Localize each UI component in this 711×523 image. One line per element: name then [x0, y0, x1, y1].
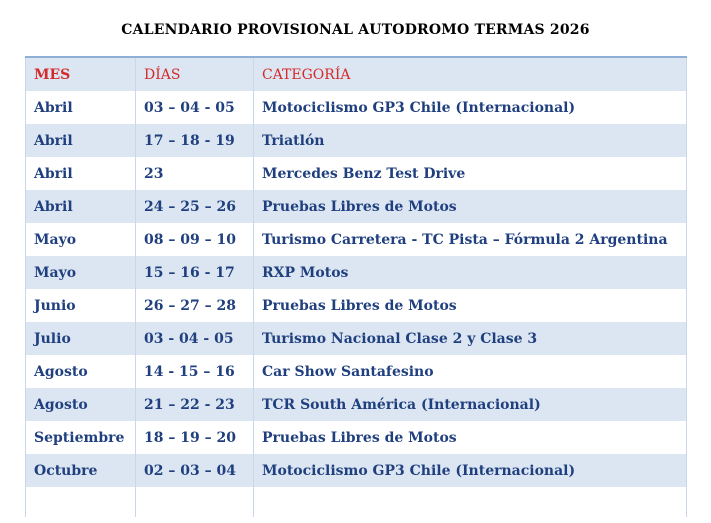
empty-cell [136, 487, 254, 517]
table-row [26, 454, 687, 487]
cell-mes: Junio [26, 289, 136, 322]
cell-categoria: TCR South América (Internacional) [254, 388, 687, 421]
cell-dias: 03 - 04 - 05 [136, 322, 254, 355]
cell-categoria: Turismo Carretera - TC Pista – Fórmula 2 Argentina [254, 223, 687, 256]
table-row [26, 157, 687, 190]
cell-dias: 24 – 25 – 26 [136, 190, 254, 223]
cell-dias: 26 – 27 – 28 [136, 289, 254, 322]
cell-mes: Agosto [26, 388, 136, 421]
table-header-row [26, 57, 687, 91]
cell-categoria: RXP Motos [254, 256, 687, 289]
empty-cell [26, 487, 136, 517]
cell-mes: Septiembre [26, 421, 136, 454]
table-row [26, 289, 687, 322]
cell-mes: Octubre [26, 454, 136, 487]
header-dias: DÍAS [136, 57, 254, 91]
cell-dias: 15 – 16 - 17 [136, 256, 254, 289]
cell-dias: 21 – 22 - 23 [136, 388, 254, 421]
cell-categoria: Motociclismo GP3 Chile (Internacional) [254, 454, 687, 487]
table-row [26, 322, 687, 355]
table-row [26, 388, 687, 421]
cell-mes: Abril [26, 91, 136, 124]
cell-categoria: Motociclismo GP3 Chile (Internacional) [254, 91, 687, 124]
table-row [26, 124, 687, 157]
cell-categoria: Turismo Nacional Clase 2 y Clase 3 [254, 322, 687, 355]
table-row [26, 421, 687, 454]
cell-mes: Abril [26, 157, 136, 190]
header-categoria: CATEGORÍA [254, 57, 687, 91]
cell-mes: Abril [26, 124, 136, 157]
cell-mes: Mayo [26, 256, 136, 289]
cell-dias: 18 – 19 – 20 [136, 421, 254, 454]
empty-cell [254, 487, 687, 517]
table-row [26, 256, 687, 289]
empty-row [26, 487, 687, 517]
cell-categoria: Pruebas Libres de Motos [254, 190, 687, 223]
cell-mes: Mayo [26, 223, 136, 256]
cell-categoria: Pruebas Libres de Motos [254, 289, 687, 322]
cell-categoria: Triatlón [254, 124, 687, 157]
table-row [26, 355, 687, 388]
cell-dias: 23 [136, 157, 254, 190]
cell-mes: Julio [26, 322, 136, 355]
cell-dias: 17 – 18 - 19 [136, 124, 254, 157]
table-row [26, 223, 687, 256]
header-mes: MES [26, 57, 136, 91]
cell-dias: 03 – 04 - 05 [136, 91, 254, 124]
cell-mes: Abril [26, 190, 136, 223]
cell-categoria: Car Show Santafesino [254, 355, 687, 388]
table-row [26, 91, 687, 124]
cell-dias: 14 - 15 – 16 [136, 355, 254, 388]
document-title: CALENDARIO PROVISIONAL AUTODROMO TERMAS 2026 [121, 22, 590, 38]
calendar-table [25, 56, 687, 517]
cell-dias: 08 – 09 – 10 [136, 223, 254, 256]
cell-mes: Agosto [26, 355, 136, 388]
cell-categoria: Mercedes Benz Test Drive [254, 157, 687, 190]
table-row [26, 190, 687, 223]
cell-dias: 02 – 03 – 04 [136, 454, 254, 487]
cell-categoria: Pruebas Libres de Motos [254, 421, 687, 454]
